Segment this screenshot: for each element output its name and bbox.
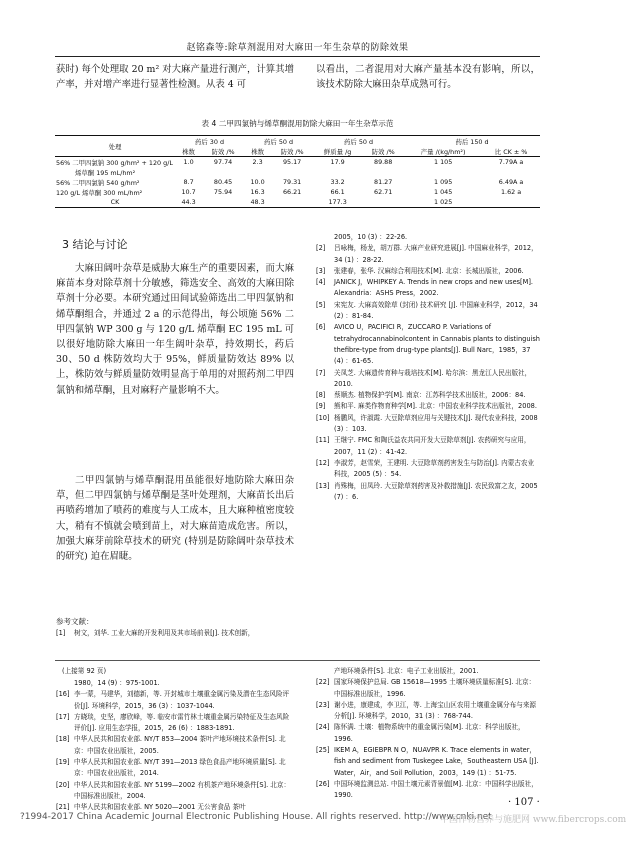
site-watermark: 中国作物营养与施肥网 www.fibercrops.com (440, 815, 626, 825)
table-cell: 81.27 (374, 178, 393, 186)
reference-item: [22] 国家环境保护总局. GB 15618—1995 土壤环境质量标准[S]. 北京：中国标准出版社，1996. (316, 678, 536, 698)
reference-item: [13] 肖殊梅，田凤玲. 大豆除草剂药害及补救措施[J]. 农民致富之友，2005 (7) ：6. (316, 481, 538, 501)
table-row (55, 177, 540, 187)
table-cell: 8.7 (183, 178, 194, 186)
row-label-cont: 烯草酮 195 mL/hm² (75, 168, 136, 177)
table-cell: 1 095 (433, 178, 453, 186)
row-label: CK (55, 197, 175, 208)
reference-item: 产地环境条件[S]. 北京：电子工业出版社，2001. (334, 667, 479, 675)
table-cell: 44.3 (175, 197, 202, 208)
reference-item: [16] 李一蒙，马建华，刘德新，等. 开封城市土壤重金属污染及潜在生态风险评价[J]. 环境科学，2015，36 (3) ：1037-1044. (56, 690, 290, 710)
table-caption: 表 4 二甲四氯钠与烯草酮混用防除大麻田一年生杂草示范 (201, 119, 394, 128)
group-header: 药后 150 d (404, 136, 540, 147)
table-row (55, 197, 540, 208)
group-header: 药后 50 d (244, 136, 313, 147)
sub-header: 株数 (175, 146, 202, 157)
reference-item: [1] 树文，刘华. 工业大麻的开发利用及其市场前景[J]. 技术创新， (56, 629, 255, 637)
table-cell: 16.3 (250, 188, 265, 196)
sub-header: 鲜质量 /g (313, 146, 362, 157)
reference-item: [11] 王继宁. FMC 和陶氏益农共同开发大豆除草剂[J]. 农药研究与应用，2007，11 (2) ：41-42. (316, 436, 531, 456)
continued-heading: (上接第 92 页) (62, 667, 107, 675)
left-top-paragraph: 获时) 每个处理取 20 m² 对大麻产量进行测产，计算其增产率，并对增产率进行显著性检测。从表 4 可 (56, 64, 294, 91)
conclusion-paragraph-1: 大麻田阔叶杂草是威胁大麻生产的重要因素，而大麻麻苗本身对除草剂十分敏感，筛选安全、高效的大麻田除草剂十分必要。本研究通过田间试验筛选出二甲四氯钠和烯草酮组合，并通过 2 a 的示范得出，每公顷施 56% 二甲四氯钠 WP 300 g 与 120 g/L 烯草酮 EC 195 mL 可以很好地防除大麻田一年生阔叶杂草，持效期长，药后 30、50 d 株防效均大于 95%，鲜质量防效达 89% 以上，株防效与鲜质量防效明显高于单用的对照药剂二甲四氯钠和烯草酮，且对麻籽产量影响不大。 (56, 263, 294, 396)
table-cell: 79.31 (282, 178, 302, 186)
table-cell (271, 197, 313, 208)
row-label: 56% 二甲四氯钠 540 g/hm² (56, 178, 140, 187)
page-number: · 107 · (508, 797, 540, 808)
references-right (316, 232, 540, 503)
reference-item: [25] IKEM A，EGIEBPR N O，NUAVPR K. Trace elements in water，fish and sediment from Tuskegee Lake，Southeastern USA [J]. Water，Air，and Soil Pollution，2003，149 (1) ：51-75. (316, 746, 539, 777)
col-treatment: 处理 (55, 136, 175, 157)
sub-header: 产量 /(kg/hm²) (404, 146, 482, 157)
reference-item: [5] 宋宪友. 大麻高效除草 (封闭) 技术研究 [J]. 中国麻业科学，2012，34 (2) ：81-84. (316, 300, 538, 321)
row-label: 56% 二甲四氯钠 300 g/hm² + 120 g/L (56, 158, 173, 167)
table-cell: 6.49A a (498, 178, 524, 186)
reference-item: [4] JANICK J，WHIPKEY A. Trends in new crops and new uses[M]. Alexandria：ASHS Press，2002. (316, 278, 533, 298)
running-header: 赵铭森等:除草剂混用对大麻田一年生杂草的防除效果 (186, 43, 409, 53)
table-cell: 1 105 (433, 158, 453, 166)
reference-item: [6] AVICO U，PACIFICI R，ZUCCARO P. Variations of tetrahydrocannabinolcontent in Cannabis plants to distinguish thefibre-type from drug-type plants[J]. Bull Narc，1985，37 (4) ：61-65. (316, 323, 540, 366)
reference-item: [12] 李淑芳，赵雪荣，王建明. 大豆除草剂药害发生与防治[J]. 内蒙古农业科技，2005 (5) ：54. (316, 458, 535, 479)
reference-item: 1980，14 (9) ：975-1001. (74, 679, 160, 687)
table-cell (202, 197, 244, 208)
table-cell: 7.79A a (498, 158, 524, 166)
table-cell: 1.62 a (500, 188, 522, 196)
reference-item: [3] 张建春，张华. 汉麻综合利用技术[M]. 北京：长城出版社，2006. (316, 266, 524, 275)
table-cell: 80.45 (213, 178, 233, 186)
conclusion-paragraph-2: 二甲四氯钠与烯草酮混用虽能很好地防除大麻田杂草，但二甲四氯钠与烯草酮是茎叶处理剂，大麻苗长出后再喷药增加了喷药的难度与人工成本，且大麻种植密度较大，稍有不慎就会喷到苗上，对大麻苗造成危害。所以，加强大麻芽前除草技术的研究 (特别是防除阔叶杂草技术的研究) 迫在眉睫。 (56, 475, 294, 563)
right-top-paragraph: 以看出，二者混用对大麻产量基本没有影响，所以，该技术防除大麻田杂草成熟可行。 (316, 64, 540, 91)
table-cell (482, 197, 540, 208)
header-rule (55, 56, 540, 57)
table-row (55, 167, 540, 177)
reference-item: [17] 方晓琰，史坚，廖欣峰，等. 临安市雷竹林土壤重金属污染特征及生态风险评价[J]. 应用生态学报，2015，26 (6) ：1883-1891. (56, 712, 290, 733)
table-cell: 33.2 (330, 178, 345, 186)
reference-item: [2] 吕咏梅，杨龙，胡万群. 大麻产业研究进展[J]. 中国麻业科学，2012，34 (1) ：28-22. (316, 244, 538, 264)
reference-item: [24] 陈怀满. 土壤：植物系统中的重金属污染[M]. 北京：科学出版社，1996. (316, 723, 525, 743)
table-cell: 75.94 (213, 188, 233, 196)
reference-item: [7] 关凤芝. 大麻遗传育种与栽培技术[M]. 哈尔滨：黑龙江人民出版社，2010. (316, 368, 532, 388)
table-cell: 62.71 (374, 188, 393, 196)
reference-item: [21] 中华人民共和国农业部. NY 5020—2001 无公害食品 茶叶 (56, 803, 246, 812)
copyright-footer: ?1994-2017 China Academic Journal Electronic Publishing House. All rights reserved. http://www.cnki.net (20, 812, 492, 822)
references-heading: 参考文献： (56, 617, 94, 626)
group-header: 药后 30 d (175, 136, 244, 147)
sub-header: 防效 /% (362, 146, 404, 157)
table-cell: 10.0 (250, 178, 265, 186)
reference-item: [26] 中国环境监测总站. 中国土壤元素背景值[M]. 北京：中国科学出版社，1990. (316, 779, 538, 800)
group-header: 药后 50 d (313, 136, 404, 147)
reference-item: [18] 中华人民共和国农业部. NY/T 853—2004 茶叶产地环境技术条件[S]. 北京：中国农业出版社，2005. (56, 735, 286, 755)
reference-item: 2005，10 (3) ：22-26. (334, 233, 408, 241)
reference-item: [19] 中华人民共和国农业部. NY/T 391—2013 绿色食品产地环境质量[S]. 北京：中国农业出版社，2014. (56, 758, 286, 778)
table-row (55, 187, 540, 197)
section-divider (55, 660, 540, 661)
table-cell: 17.9 (330, 158, 345, 166)
table-cell (362, 197, 404, 208)
references-left (56, 628, 294, 639)
sub-header: 株数 (244, 146, 271, 157)
sub-header: 比 CK ± % (482, 146, 540, 157)
reference-item: [20] 中华人民共和国农业部. NY 5199—2002 有机茶产地环境条件[S]. 北京：中国标准出版社，2004. (56, 780, 291, 800)
reference-item: [10] 杨鹏风，许淑霞. 大豆除草剂应用与关键技术[J]. 现代农业科技，2008 (3) ：103. (316, 413, 538, 434)
continued-references-right (316, 666, 540, 802)
table-cell: 66.1 (330, 188, 345, 196)
results-table (55, 135, 540, 208)
continued-references-left (56, 678, 294, 814)
sub-header: 防效 /% (202, 146, 244, 157)
table-cell: 1 025 (404, 197, 482, 208)
table-cell: 89.88 (374, 158, 393, 166)
table-cell: 177.3 (313, 197, 362, 208)
table-row (55, 157, 540, 168)
table-cell: 2.3 (252, 158, 263, 166)
reference-item: [23] 谢小进，康建成，李卫江，等. 上海宝山区农用土壤重金属分布与来源分析[J]. 环境科学，2010，31 (3) ：768-744. (316, 700, 537, 721)
reference-item: [9] 熊和平. 麻类作物育种学[M]. 北京：中国农业科学技术出版社，2008. (316, 402, 537, 411)
sub-header: 防效 /% (271, 146, 313, 157)
table-cell: 1 045 (433, 188, 453, 196)
table-cell: 10.7 (181, 188, 196, 196)
reference-item: [8] 蔡顺杰. 植物保护学[M]. 南京：江苏科学技术出版社，2006：84. (316, 391, 526, 400)
table-cell: 48.3 (244, 197, 271, 208)
row-label: 120 g/L 烯草酮 300 mL/hm² (56, 188, 143, 197)
table-cell: 66.21 (282, 188, 302, 196)
table-cell: 97.74 (213, 158, 233, 166)
table-cell: 95.17 (282, 158, 302, 166)
table-cell: 1.0 (183, 158, 194, 166)
section-title: 3 结论与讨论 (62, 238, 128, 251)
